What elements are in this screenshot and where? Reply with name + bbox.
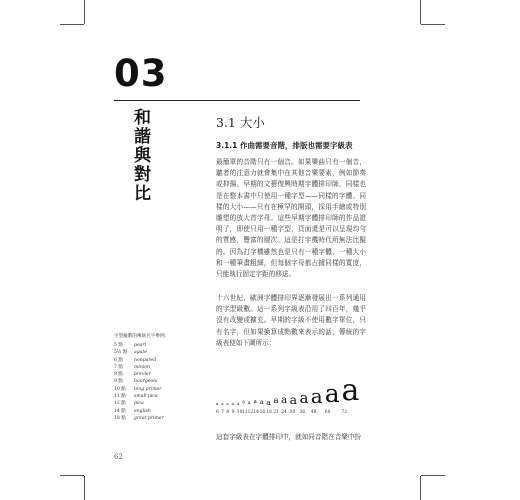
size-row (114, 400, 164, 407)
scale-glyph: a (221, 401, 224, 406)
scale-size-label: 72 (341, 410, 348, 415)
crop-mark (84, 0, 85, 24)
size-name: pearl (134, 343, 147, 348)
size-name: english (134, 408, 151, 414)
scale-glyph: a (226, 401, 229, 406)
scale-glyph: a (310, 384, 323, 408)
section-title: 3.1 大小 (216, 115, 265, 130)
scale-size-label: 11 (242, 410, 248, 415)
size-name: small pica (134, 394, 158, 400)
size-pt: 10 點 (114, 386, 126, 392)
scale-size-label: 21 (273, 410, 279, 415)
scale-glyph: a (236, 400, 240, 406)
size-row (114, 349, 164, 356)
scale-glyph: a (341, 373, 360, 408)
size-name: pica (134, 401, 144, 407)
crop-mark (420, 476, 421, 500)
scale-glyph: a (289, 391, 298, 407)
scale-size-label: 30 (289, 410, 296, 415)
size-row (114, 415, 164, 422)
scale-glyph: a (266, 397, 271, 407)
body-paragraph: 最簡單的音階只有一個音。如果樂曲只有一個音，聽者的注意力就會集中在其他音樂要素，例如節奏或抑揚。早期的文藝復興時期字體排印師，同樣也是在整本書中只使用一種字型——同樣的字體、同樣的大小——只有在極罕的開頭，採用手繪或特別雕塑的放大首字母。這些早期字體排印師的作品證明了，即使只用一種字型，頁面還是可以呈現均勻的質感，豐富的層次。這是打字機時代所無法比擬的。因為打字機雖然也是只有一種字體、一種大小和一種筆畫粗細，但每個字母都占據同樣的寬度，只能執行固定字距的移送。 (216, 158, 366, 279)
scale-size-label: 9 (231, 410, 235, 415)
size-row (114, 393, 164, 400)
size-row (114, 357, 164, 364)
scale-size-label: 48 (310, 410, 317, 415)
size-name: bourgeois (134, 379, 158, 385)
scale-size-label: 16 (259, 410, 266, 415)
size-name: agate (134, 350, 147, 356)
size-pt: 7 點 (114, 364, 123, 370)
scale-glyph: a (216, 401, 219, 406)
size-name: minion (134, 364, 150, 370)
size-name: long primer (134, 386, 162, 392)
scale-size-label: 12 (247, 410, 254, 415)
crop-mark (60, 475, 84, 476)
size-row (114, 342, 164, 349)
scale-glyph: a (253, 399, 257, 406)
chapter-number: 03 (114, 52, 168, 95)
scale-glyph: a (242, 400, 245, 406)
scale-size-label: 36 (299, 410, 306, 415)
size-pt: 14 點 (114, 408, 126, 414)
scale-size-label: 18 (266, 410, 272, 415)
size-row (114, 364, 164, 371)
size-pt: 5 點 (114, 343, 123, 348)
body-paragraph: 這套字級表在字體排印中，就如同音階在音樂中扮 (216, 433, 362, 441)
scale-glyph: a (247, 400, 251, 406)
scale-size-label: 60 (324, 410, 331, 415)
size-row (114, 371, 164, 378)
size-name: brevier (134, 372, 151, 378)
chapter-title: 和諧與對比 (130, 108, 150, 203)
chapter-rule (114, 100, 360, 101)
size-pt: 12 點 (114, 401, 126, 407)
scale-size-label: 7 (221, 410, 224, 415)
scale-size-label: 6 (216, 410, 219, 415)
scale-size-label: 24 (281, 410, 287, 415)
size-table (114, 342, 164, 422)
crop-mark (60, 24, 84, 25)
crop-mark (421, 475, 445, 476)
scale-size-label: 8 (226, 410, 230, 415)
scale-glyph: a (231, 401, 234, 406)
crop-mark (84, 476, 85, 500)
subsection-title: 3.1.1 作曲需要音階，排版也需要字級表 (216, 141, 353, 150)
size-row (114, 386, 164, 393)
size-pt: 6 點 (114, 357, 123, 363)
crop-mark (420, 0, 421, 24)
size-pt: 5½ 點 (114, 350, 128, 356)
size-pt: 11 點 (114, 394, 126, 400)
size-name: great primer (134, 415, 164, 421)
size-table-heading: 字型級數的傳統名字參例： (114, 334, 170, 339)
size-pt: 18 點 (114, 415, 126, 421)
size-row (114, 408, 164, 415)
size-pt: 8 點 (114, 372, 123, 378)
scale-glyph: a (299, 389, 309, 407)
crop-mark (421, 24, 445, 25)
scale-glyph: a (273, 396, 279, 407)
scale-glyph: a (324, 379, 340, 408)
size-pt: 9 點 (114, 379, 123, 385)
body-paragraph: 十六世紀，歐洲字體排印界逐漸發展出一系列通用的字型級數。這一系列字級表沿用了四百年，幾乎沒有改變或擴充。早期的字級不使用數字單位，只有名字，但如果換算成點數來表示的話，傳統的字級表便如下圖所示： (216, 294, 366, 347)
size-name: nonpareil (134, 357, 157, 363)
scale-size-label: 10 (236, 410, 243, 415)
scale-glyph: a (281, 395, 288, 406)
size-row (114, 378, 164, 385)
scale-size-label: 14 (253, 410, 259, 415)
scale-glyph: a (259, 398, 264, 407)
page-number: 62 (114, 453, 123, 461)
